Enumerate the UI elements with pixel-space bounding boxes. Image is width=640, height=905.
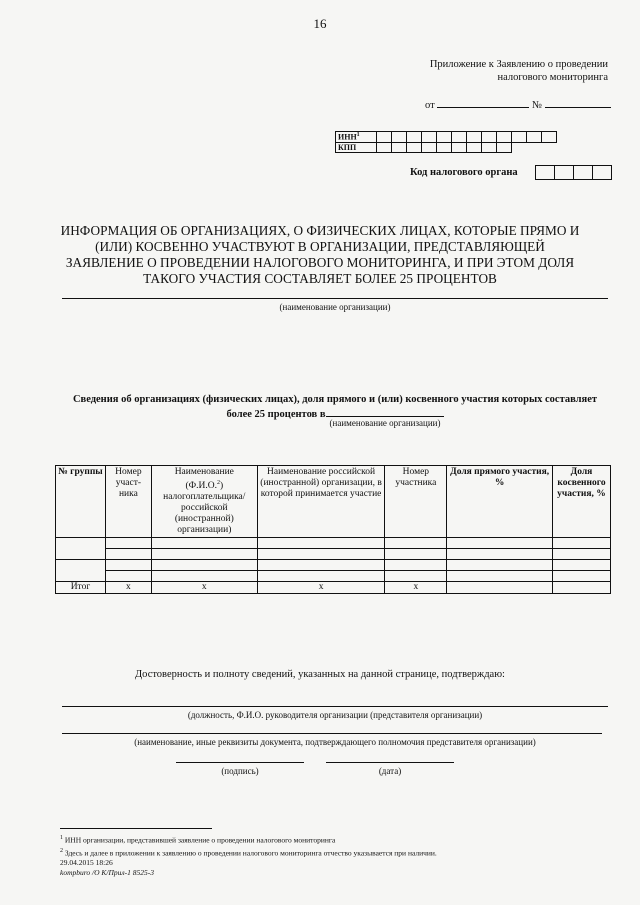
- table-cell[interactable]: [385, 538, 447, 549]
- subtitle-caption: (наименование организации): [329, 418, 441, 428]
- kpp-cell[interactable]: [392, 142, 407, 152]
- confirmation-text: Достоверность и полноту сведений, указанных на данной странице, подтверждаю:: [135, 669, 505, 680]
- table-cell[interactable]: [447, 538, 553, 549]
- inn-cell[interactable]: [467, 132, 482, 143]
- appendix-line-2: налогового мониторинга: [497, 72, 608, 83]
- total-label: Итог: [56, 582, 106, 594]
- table-cell[interactable]: [151, 571, 257, 582]
- col-indirect-share: Доля косвенного участия, %: [552, 466, 610, 538]
- subtitle-org-field[interactable]: [326, 406, 444, 417]
- inn-cell[interactable]: [392, 132, 407, 143]
- date-caption: (дата): [378, 766, 402, 776]
- table-cell[interactable]: [385, 571, 447, 582]
- table-cell[interactable]: [552, 560, 610, 571]
- from-label: от: [425, 100, 435, 111]
- kpp-cell[interactable]: [407, 142, 422, 152]
- tax-code-cell[interactable]: [593, 166, 612, 180]
- footnotes: [60, 833, 437, 878]
- total-row: [56, 582, 611, 594]
- table-cell[interactable]: [105, 538, 151, 549]
- table-cell[interactable]: [151, 560, 257, 571]
- org-name-caption: (наименование организации): [279, 302, 391, 312]
- subtitle-line-2: более 25 процентов в: [62, 406, 608, 421]
- number-field[interactable]: [545, 96, 611, 108]
- date-number-line: [425, 96, 611, 111]
- kpp-cell[interactable]: [467, 142, 482, 152]
- table-cell[interactable]: [552, 549, 610, 560]
- tax-code-cell[interactable]: [536, 166, 555, 180]
- inn-cell[interactable]: [422, 132, 437, 143]
- col-participant-no: Номер участника: [385, 466, 447, 538]
- inn-cell[interactable]: [407, 132, 422, 143]
- page-number: 16: [313, 16, 327, 31]
- inn-cell[interactable]: [527, 132, 542, 143]
- inn-cell[interactable]: [497, 132, 512, 143]
- table-cell[interactable]: [552, 571, 610, 582]
- table-cell[interactable]: [105, 571, 151, 582]
- table-cell[interactable]: [385, 549, 447, 560]
- date-field[interactable]: [437, 96, 529, 108]
- tax-authority-label: Код налогового органа: [410, 167, 518, 178]
- table-row: [56, 571, 611, 582]
- authority-document-field[interactable]: [62, 733, 602, 734]
- kpp-cell[interactable]: [377, 142, 392, 152]
- table-cell[interactable]: [257, 571, 385, 582]
- inn-cell[interactable]: [452, 132, 467, 143]
- table-header-row: [56, 466, 611, 538]
- number-label: №: [531, 100, 542, 111]
- position-name-field[interactable]: [62, 706, 608, 707]
- document-title: ИНФОРМАЦИЯ ОБ ОРГАНИЗАЦИЯХ, О ФИЗИЧЕСКИХ ЛИЦАХ, КОТОРЫЕ ПРЯМО И (ИЛИ) КОСВЕННО УЧАСТВУЮТ В ОРГАНИЗАЦИИ, ПРЕДСТАВЛЯЮЩЕЙ ЗАЯВЛЕНИЕ О ПРОВЕДЕНИИ НАЛОГОВОГО МОНИТОРИНГА, И ПРИ ЭТОМ ДОЛЯ ТАКОГО УЧАСТИЯ СОСТАВЛЯЕТ БОЛЕЕ 25 ПРОЦЕНТОВ: [60, 223, 580, 286]
- table-cell[interactable]: [447, 571, 553, 582]
- appendix-note: [430, 58, 608, 84]
- org-name-field[interactable]: [62, 298, 608, 299]
- kpp-cell[interactable]: [452, 142, 467, 152]
- table-cell[interactable]: [257, 549, 385, 560]
- col-participated-org: Наименование российской (иностранной) организации, в которой принимается участие: [257, 466, 385, 538]
- total-direct-share[interactable]: [447, 582, 553, 594]
- tax-code-cell[interactable]: [574, 166, 593, 180]
- participants-table: [55, 465, 611, 594]
- kpp-cell[interactable]: [497, 142, 512, 152]
- table-cell[interactable]: [56, 560, 106, 582]
- total-cell: x: [105, 582, 151, 594]
- table-cell[interactable]: [257, 560, 385, 571]
- col-group-no: № группы: [56, 466, 106, 538]
- total-indirect-share[interactable]: [552, 582, 610, 594]
- total-cell: x: [151, 582, 257, 594]
- kpp-label: КПП: [336, 142, 377, 152]
- table-row: [56, 560, 611, 571]
- kpp-cell[interactable]: [437, 142, 452, 152]
- footnote-1: $^1$ ИНН организации, представившей заявление о проведении налогового мониторинга: [60, 835, 336, 845]
- table-cell[interactable]: [447, 549, 553, 560]
- table-cell[interactable]: [105, 560, 151, 571]
- inn-cell[interactable]: [482, 132, 497, 143]
- table-cell[interactable]: [257, 538, 385, 549]
- tax-code-cell[interactable]: [555, 166, 574, 180]
- inn-label: ИНН$^1$: [336, 132, 377, 143]
- position-caption: (должность, Ф.И.О. руководителя организации (представителя организации): [187, 710, 483, 720]
- appendix-line-1: Приложение к Заявлению о проведении: [429, 59, 608, 70]
- col-direct-share: Доля прямого участия, %: [447, 466, 553, 538]
- tax-authority-code-grid: [535, 165, 612, 180]
- inn-cell[interactable]: [437, 132, 452, 143]
- table-cell[interactable]: [56, 538, 106, 560]
- print-timestamp: 29.04.2015 18:26: [60, 858, 113, 867]
- inn-kpp-grid: [335, 131, 557, 153]
- table-cell[interactable]: [151, 538, 257, 549]
- table-cell[interactable]: [552, 538, 610, 549]
- total-cell: x: [385, 582, 447, 594]
- inn-cell[interactable]: [377, 132, 392, 143]
- table-row: [56, 538, 611, 549]
- table-cell[interactable]: [447, 560, 553, 571]
- total-cell: x: [257, 582, 385, 594]
- document-caption: (наименование, иные реквизиты документа, подтверждающего полномочия представителя организации): [134, 737, 536, 747]
- print-stamp: kompburo /О К/Прил-1 8525-3: [60, 868, 155, 877]
- signature-field[interactable]: [176, 762, 304, 763]
- kpp-cell[interactable]: [422, 142, 437, 152]
- inn-cell[interactable]: [512, 132, 527, 143]
- inn-cell[interactable]: [542, 132, 557, 143]
- col-member-no: Номер участ- ника: [105, 466, 151, 538]
- kpp-cell[interactable]: [482, 142, 497, 152]
- footnote-2: $^2$ Здесь и далее в приложении к заявлению о проведении налогового мониторинга отчество указывается при наличии.: [60, 847, 437, 857]
- subtitle-line-1: Сведения об организациях (физических лицах), доля прямого и (или) косвенного участия которых составляет: [72, 394, 598, 405]
- table-cell[interactable]: [151, 549, 257, 560]
- col-name: Наименование (Ф.И.О.$^2$) налогоплательщика/ российской (иностранной) организации): [151, 466, 257, 538]
- section-subtitle: [62, 393, 608, 421]
- date-signed-field[interactable]: [326, 762, 454, 763]
- table-row: [56, 549, 611, 560]
- footnote-divider: [60, 828, 212, 829]
- table-cell[interactable]: [105, 549, 151, 560]
- signature-caption: (подпись): [221, 766, 259, 776]
- table-cell[interactable]: [385, 560, 447, 571]
